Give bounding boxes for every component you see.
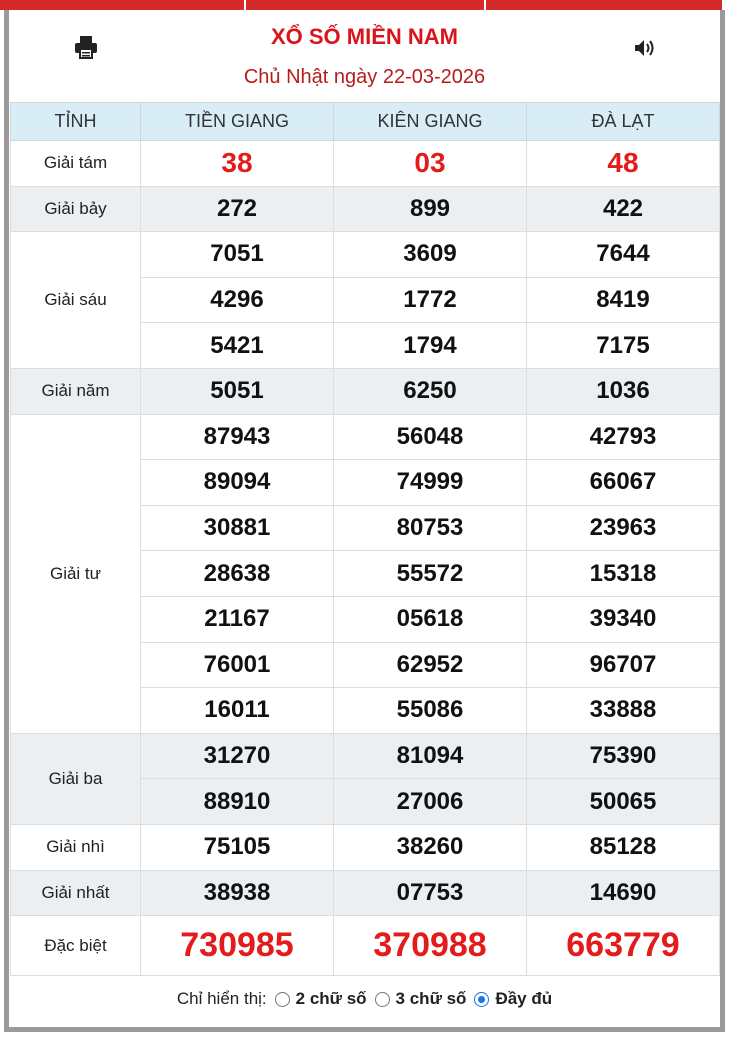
prize-number: 5051: [141, 368, 334, 414]
special-prize-number: 370988: [334, 916, 527, 976]
radio-full[interactable]: [474, 989, 552, 1009]
radio-icon[interactable]: [375, 992, 390, 1007]
province-tien-giang[interactable]: TIỀN GIANG: [141, 103, 334, 141]
prize-number: 28638: [141, 551, 334, 597]
prize-label: Giải tư: [11, 414, 141, 733]
prize-number: 7644: [527, 232, 720, 278]
radio-label: 2 chữ số: [295, 989, 367, 1009]
radio-label: 3 chữ số: [395, 989, 467, 1009]
prize-number: 33888: [527, 688, 720, 734]
radio-selected-icon[interactable]: [474, 992, 489, 1007]
prize-label: Giải ba: [11, 733, 141, 824]
special-prize-number: 730985: [141, 916, 334, 976]
draw-date: Chủ Nhật ngày 22-03-2026: [243, 66, 486, 88]
special-prize-number: 663779: [527, 916, 720, 976]
prize-number: 38938: [141, 870, 334, 916]
results-panel: [4, 10, 725, 1032]
prize-number: 76001: [141, 642, 334, 688]
row-giai-ba: [11, 733, 720, 779]
prize-number: 8419: [527, 277, 720, 323]
speaker-icon[interactable]: [633, 36, 657, 60]
prize-number: 1772: [334, 277, 527, 323]
radio-icon[interactable]: [275, 992, 290, 1007]
top-tab-2[interactable]: [246, 0, 486, 10]
prize-number: 96707: [527, 642, 720, 688]
prize-label: Giải nhì: [11, 824, 141, 870]
prize-number: 16011: [141, 688, 334, 734]
prize-number: 31270: [141, 733, 334, 779]
prize-number: 74999: [334, 460, 527, 506]
results-header: [9, 10, 720, 102]
prize-number: 422: [527, 186, 720, 232]
prize-number: 30881: [141, 505, 334, 551]
prize-number: 75105: [141, 824, 334, 870]
prize-number: 66067: [527, 460, 720, 506]
prize-number: 7051: [141, 232, 334, 278]
prize-number: 55572: [334, 551, 527, 597]
prize-number: 21167: [141, 596, 334, 642]
prize-number: 80753: [334, 505, 527, 551]
results-table: [10, 102, 720, 976]
prize-number: 27006: [334, 779, 527, 825]
prize-label: Giải sáu: [11, 232, 141, 369]
prize-number: 55086: [334, 688, 527, 734]
prize-number: 272: [141, 186, 334, 232]
prize-number: 38260: [334, 824, 527, 870]
province-kien-giang[interactable]: KIÊN GIANG: [334, 103, 527, 141]
prize-number: 3609: [334, 232, 527, 278]
prize-number: 899: [334, 186, 527, 232]
row-giai-sau: [11, 232, 720, 278]
row-giai-nhat: [11, 870, 720, 916]
prize-number: 4296: [141, 277, 334, 323]
prize-number: 42793: [527, 414, 720, 460]
table-header-row: [11, 103, 720, 141]
prize-label: Giải năm: [11, 368, 141, 414]
prize-label: Giải tám: [11, 141, 141, 187]
prize-number: 89094: [141, 460, 334, 506]
prize-number: 05618: [334, 596, 527, 642]
row-dac-biet: [11, 916, 720, 976]
row-giai-tam: [11, 141, 720, 187]
prize-number: 62952: [334, 642, 527, 688]
top-tab-3[interactable]: [486, 0, 722, 10]
top-tab-bar: [0, 0, 730, 10]
prize-label: Giải nhất: [11, 870, 141, 916]
prize-number: 48: [527, 141, 720, 187]
display-filter: [9, 976, 720, 1022]
prize-number: 87943: [141, 414, 334, 460]
prize-number: 56048: [334, 414, 527, 460]
prize-label: Đặc biệt: [11, 916, 141, 976]
prize-number: 38: [141, 141, 334, 187]
prize-number: 23963: [527, 505, 720, 551]
row-giai-bay: [11, 186, 720, 232]
prize-number: 07753: [334, 870, 527, 916]
radio-2-digits[interactable]: [275, 989, 367, 1009]
top-tab-1[interactable]: [0, 0, 246, 10]
radio-3-digits[interactable]: [375, 989, 467, 1009]
province-da-lat[interactable]: ĐÀ LẠT: [527, 103, 720, 141]
prize-number: 88910: [141, 779, 334, 825]
prize-number: 1794: [334, 323, 527, 369]
prize-number: 81094: [334, 733, 527, 779]
col-province-header: TỈNH: [11, 103, 141, 141]
page-title: XỔ SỐ MIỀN NAM: [270, 24, 458, 49]
prize-number: 03: [334, 141, 527, 187]
prize-number: 14690: [527, 870, 720, 916]
prize-number: 39340: [527, 596, 720, 642]
row-giai-tu: [11, 414, 720, 460]
prize-label: Giải bảy: [11, 186, 141, 232]
prize-number: 5421: [141, 323, 334, 369]
prize-number: 6250: [334, 368, 527, 414]
prize-number: 15318: [527, 551, 720, 597]
row-giai-nhi: [11, 824, 720, 870]
radio-label: Đầy đủ: [495, 989, 553, 1009]
display-filter-label: Chỉ hiển thị:: [176, 989, 267, 1009]
prize-number: 7175: [527, 323, 720, 369]
prize-number: 1036: [527, 368, 720, 414]
row-giai-nam: [11, 368, 720, 414]
prize-number: 50065: [527, 779, 720, 825]
prize-number: 85128: [527, 824, 720, 870]
prize-number: 75390: [527, 733, 720, 779]
